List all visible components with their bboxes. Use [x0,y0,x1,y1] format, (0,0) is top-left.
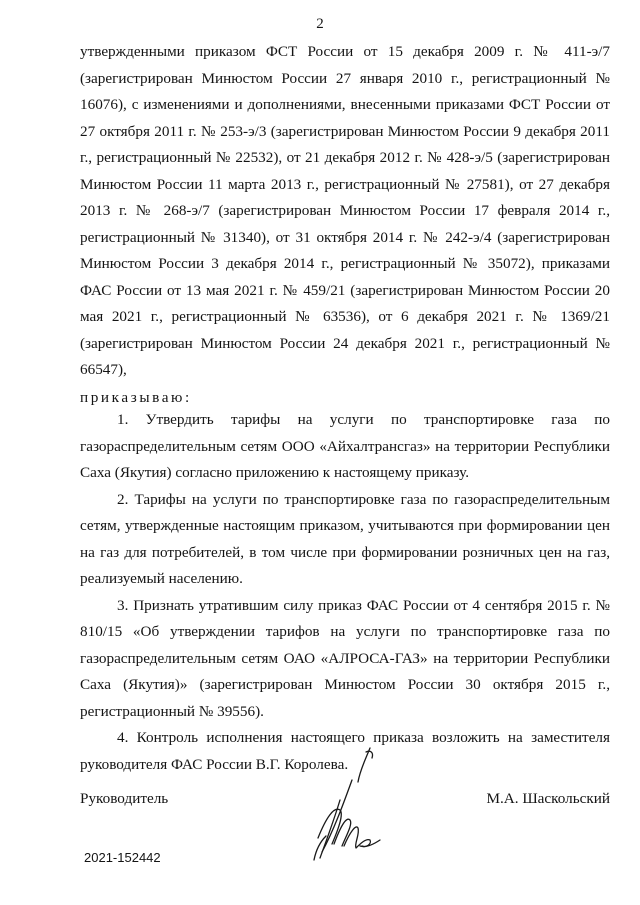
page-number: 2 [316,16,324,32]
intro-paragraph: утвержденными приказом ФСТ России от 15 декабря 2009 г. № 411-э/7 (зарегистрирован Минюстом России 27 января 2010 г., регистрационный № 16076), с изменениями и дополнениями, внесенными приказами ФСТ России от 27 октября 2011 г. № 253-э/3 (зарегистрирован Минюстом России 9 декабря 2011 г., регистрационный № 22532), от 21 декабря 2012 г. № 428-э/5 (зарегистрирован Минюстом России 11 марта 2013 г., регистрационный № 27581), от 27 декабря 2013 г. № 268-э/7 (зарегистрирован Минюстом России 17 февраля 2014 г., регистрационный № 31340), от 31 октября 2014 г. № 242-э/4 (зарегистрирован Минюстом России 3 декабря 2014 г., регистрационный № 35072), приказами ФАС России от 13 мая 2021 г. № 459/21 (зарегистрирован Минюстом России 20 мая 2021 г., регистрационный № 63536), от 6 декабря 2021 г. № 1369/21 (зарегистрирован Минюстом России 24 декабря 2021 г., регистрационный № 66547), [80,43,610,378]
handwritten-signature [300,740,390,870]
signer-name: М.А. Шаскольский [486,790,610,807]
signer-title: Руководитель [80,790,169,807]
order-item-4: 4. Контроль исполнения настоящего приказа возложить на заместителя руководителя ФАС России В.Г. Королева. [80,729,610,773]
order-word: приказываю: [80,389,192,406]
order-items [80,407,610,778]
order-item-1: 1. Утвердить тарифы на услуги по транспортировке газа по газораспределительным сетям ООО «Айхалтрансгаз» на территории Республики Саха (Якутия) согласно приложению к настоящему приказу. [80,411,610,481]
order-item-2: 2. Тарифы на услуги по транспортировке газа по газораспределительным сетям, утвержденные настоящим приказом, учитываются при формировании цен на газ для потребителей, в том числе при формировании розничных цен на газ, реализуемый населению. [80,490,610,587]
order-item-3: 3. Признать утратившим силу приказ ФАС России от 4 сентября 2015 г. № 810/15 «Об утверждении тарифов на услуги по транспортировке газа по газораспределительным сетям ОАО «АЛРОСА-ГАЗ» на территории Республики Саха (Якутия)» (зарегистрирован Минюстом России 30 октября 2015 г., регистрационный № 39556). [80,596,610,720]
document-number: 2021-152442 [84,850,161,865]
